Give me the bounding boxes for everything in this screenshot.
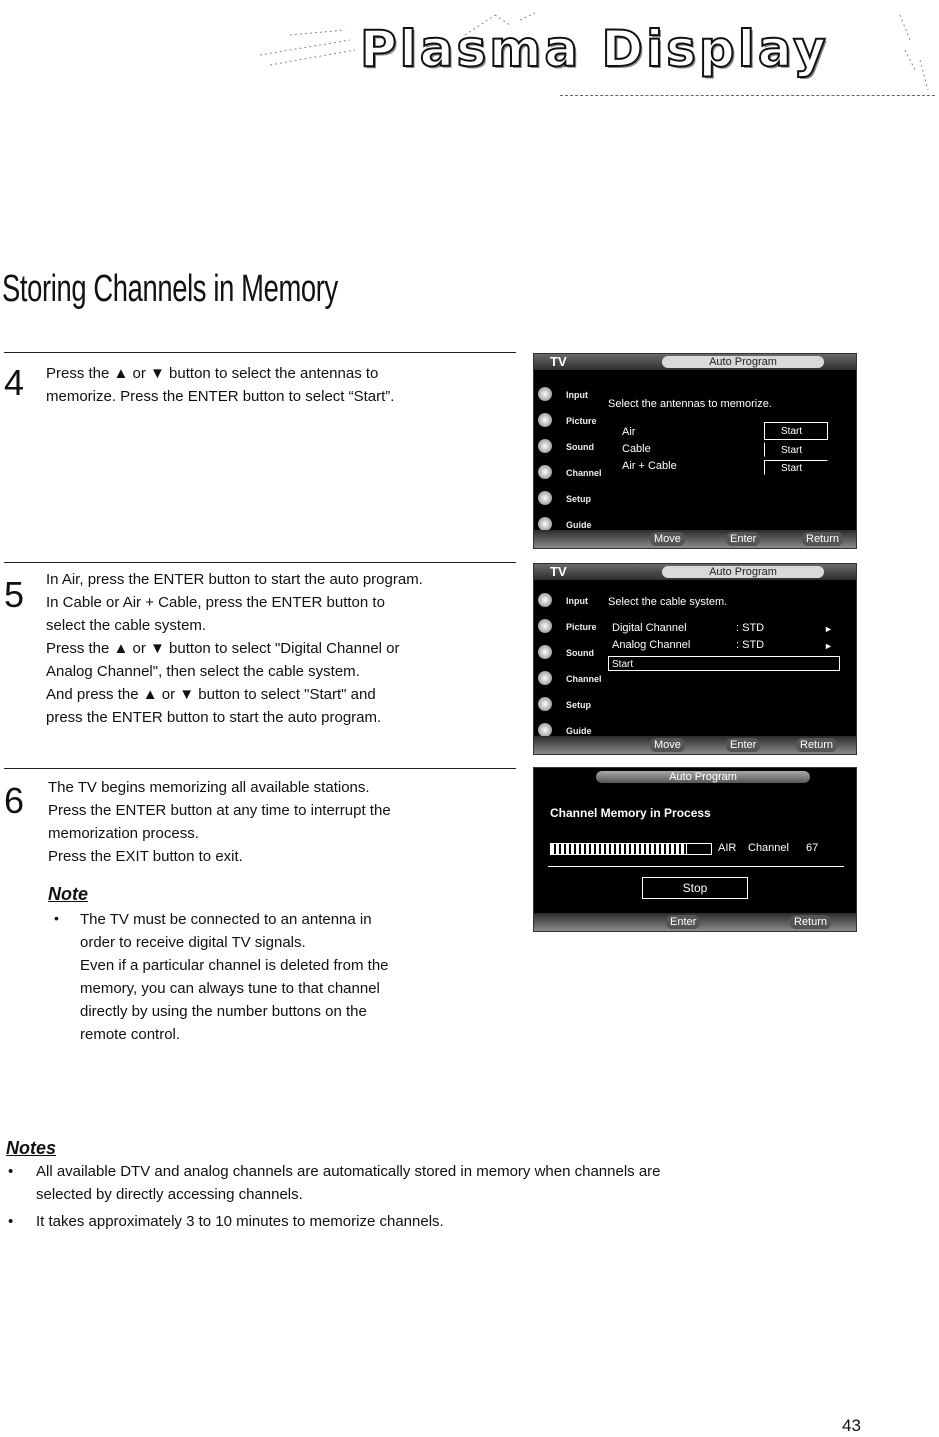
osd-sidebar-item[interactable]: Picture <box>536 408 598 434</box>
step-5-line: And press the ▲ or ▼ button to select "Start" and <box>46 686 376 703</box>
osd-menu-title: Auto Program <box>662 566 824 578</box>
osd-return-hint: Return <box>802 532 843 546</box>
osd-start-air-cable-button[interactable]: Start <box>764 460 828 475</box>
step-5-line: select the cable system. <box>46 617 207 634</box>
setup-icon <box>538 491 552 505</box>
notes-line: It takes approximately 3 to 10 minutes to memorize channels. <box>36 1213 444 1230</box>
osd-start-air-button[interactable]: Start <box>764 422 828 440</box>
sound-icon <box>538 439 552 453</box>
osd-option-air-cable: Air + Cable <box>622 460 677 472</box>
osd-return-hint: Return <box>796 738 837 752</box>
step-5-line: In Air, press the ENTER button to start the auto program. <box>46 571 423 588</box>
notes-heading: Notes <box>6 1138 57 1158</box>
step-6-rule <box>4 768 516 769</box>
osd-menu-title: Auto Program <box>596 771 810 783</box>
notes-line: All available DTV and analog channels are automatically stored in memory when channels are <box>36 1163 661 1180</box>
osd-footer <box>534 913 856 931</box>
osd-digital-channel-value: : STD <box>736 622 765 634</box>
step-5-line: In Cable or Air + Cable, press the ENTER button to <box>46 594 385 611</box>
note-line: The TV must be connected to an antenna in <box>80 911 372 928</box>
channel-icon <box>538 465 552 479</box>
step-5-line: Analog Channel", then select the cable system. <box>46 663 360 680</box>
note-heading: Note <box>48 884 88 904</box>
osd-sidebar-item[interactable]: Channel <box>536 460 598 486</box>
osd-start-cable-button[interactable]: Start <box>764 442 828 457</box>
input-icon <box>538 593 552 607</box>
step-5-rule <box>4 562 516 563</box>
notes-bullet: • <box>8 1163 14 1180</box>
note-line: remote control. <box>80 1026 181 1043</box>
osd-sidebar-item[interactable]: Sound <box>536 640 598 666</box>
notes-bullet: • <box>8 1213 14 1230</box>
osd-channel-value: 67 <box>806 842 819 854</box>
osd-option-air: Air <box>622 426 636 438</box>
osd-menu-title: Auto Program <box>662 356 824 368</box>
osd-prompt: Select the antennas to memorize. <box>608 398 772 410</box>
osd-sidebar <box>536 382 602 538</box>
header-logo <box>250 10 939 100</box>
osd-sidebar-item[interactable]: Picture <box>536 614 598 640</box>
osd-sidebar <box>536 588 602 744</box>
step-5-text <box>46 568 423 729</box>
step-4-rule <box>4 352 516 353</box>
osd-tv-label: TV <box>550 354 567 369</box>
osd-divider <box>548 866 844 867</box>
step-6-text <box>48 776 391 868</box>
osd-tv-label: TV <box>550 564 567 579</box>
osd-right-arrow-icon: ► <box>824 641 833 651</box>
step-4-line: Press the ▲ or ▼ button to select the antennas to <box>46 365 379 382</box>
osd-move-hint: Move <box>650 532 685 546</box>
channel-icon <box>538 671 552 685</box>
step-6-line: Press the EXIT button to exit. <box>48 848 243 865</box>
step-6-line: memorization process. <box>48 825 199 842</box>
osd-enter-hint: Enter <box>726 532 760 546</box>
guide-icon <box>538 517 552 531</box>
osd-status-text: Channel Memory in Process <box>550 806 711 820</box>
osd-analog-channel-value: : STD <box>736 639 765 651</box>
step-5-line: Press the ▲ or ▼ button to select "Digital Channel or <box>46 640 400 657</box>
notes-bullet-item <box>6 1210 661 1233</box>
osd-option-cable: Cable <box>622 443 651 455</box>
osd-right-arrow-icon: ► <box>824 624 833 634</box>
note-text <box>80 908 389 1046</box>
step-6-line: The TV begins memorizing all available stations. <box>48 779 370 796</box>
note-line: directly by using the number buttons on the <box>80 1003 367 1020</box>
osd-digital-channel[interactable]: Digital Channel <box>612 622 687 634</box>
osd-sidebar-item[interactable]: Input <box>536 588 598 614</box>
osd-progress-fill <box>551 844 687 854</box>
osd-analog-channel[interactable]: Analog Channel <box>612 639 691 651</box>
osd-enter-hint: Enter <box>726 738 760 752</box>
osd-footer <box>534 530 856 548</box>
osd-screen-cable-system <box>533 563 857 755</box>
note-line: Even if a particular channel is deleted from the <box>80 957 389 974</box>
step-5-number: 5 <box>4 574 25 615</box>
guide-icon <box>538 723 552 737</box>
step-4-text <box>46 362 394 408</box>
osd-move-hint: Move <box>650 738 685 752</box>
osd-return-hint: Return <box>790 915 831 929</box>
notes-bullet-item <box>6 1160 661 1206</box>
note-line: memory, you can always tune to that channel <box>80 980 380 997</box>
note-bullet: • <box>54 910 59 926</box>
picture-icon <box>538 413 552 427</box>
sound-icon <box>538 645 552 659</box>
osd-sidebar-item[interactable]: Setup <box>536 692 598 718</box>
osd-sidebar-item[interactable]: Channel <box>536 666 598 692</box>
osd-sidebar-item[interactable]: Setup <box>536 486 598 512</box>
osd-footer <box>534 736 856 754</box>
note-line: order to receive digital TV signals. <box>80 934 306 951</box>
picture-icon <box>538 619 552 633</box>
page-number: 43 <box>842 1416 861 1435</box>
osd-enter-hint: Enter <box>666 915 700 929</box>
page-title: Storing Channels in Memory <box>2 268 338 310</box>
input-icon <box>538 387 552 401</box>
osd-screen-memory-progress <box>533 767 857 932</box>
step-4-line: memorize. Press the ENTER button to select “Start”. <box>46 388 395 405</box>
header-rule <box>560 95 935 97</box>
notes-item <box>6 1160 661 1233</box>
osd-sidebar-item[interactable]: Sound <box>536 434 598 460</box>
notes-line: selected by directly accessing channels. <box>36 1186 303 1203</box>
step-6-line: Press the ENTER button at any time to interrupt the <box>48 802 391 819</box>
step-5-line: press the ENTER button to start the auto program. <box>46 709 382 726</box>
step-4-number: 4 <box>4 362 25 403</box>
osd-sidebar-item[interactable]: Input <box>536 382 598 408</box>
osd-sidebar-item[interactable]: Guide <box>536 512 598 538</box>
step-6-number: 6 <box>4 780 25 821</box>
setup-icon <box>538 697 552 711</box>
osd-source: AIR <box>718 842 737 854</box>
osd-prompt: Select the cable system. <box>608 596 728 608</box>
osd-start-button[interactable]: Start <box>608 656 840 671</box>
osd-sidebar-item[interactable]: Guide <box>536 718 598 744</box>
logo-text: Plasma Display <box>360 20 829 78</box>
osd-screen-antenna <box>533 353 857 549</box>
osd-stop-button[interactable]: Stop <box>642 877 748 899</box>
osd-progress-track <box>550 843 712 855</box>
osd-channel-label: Channel <box>748 842 789 854</box>
